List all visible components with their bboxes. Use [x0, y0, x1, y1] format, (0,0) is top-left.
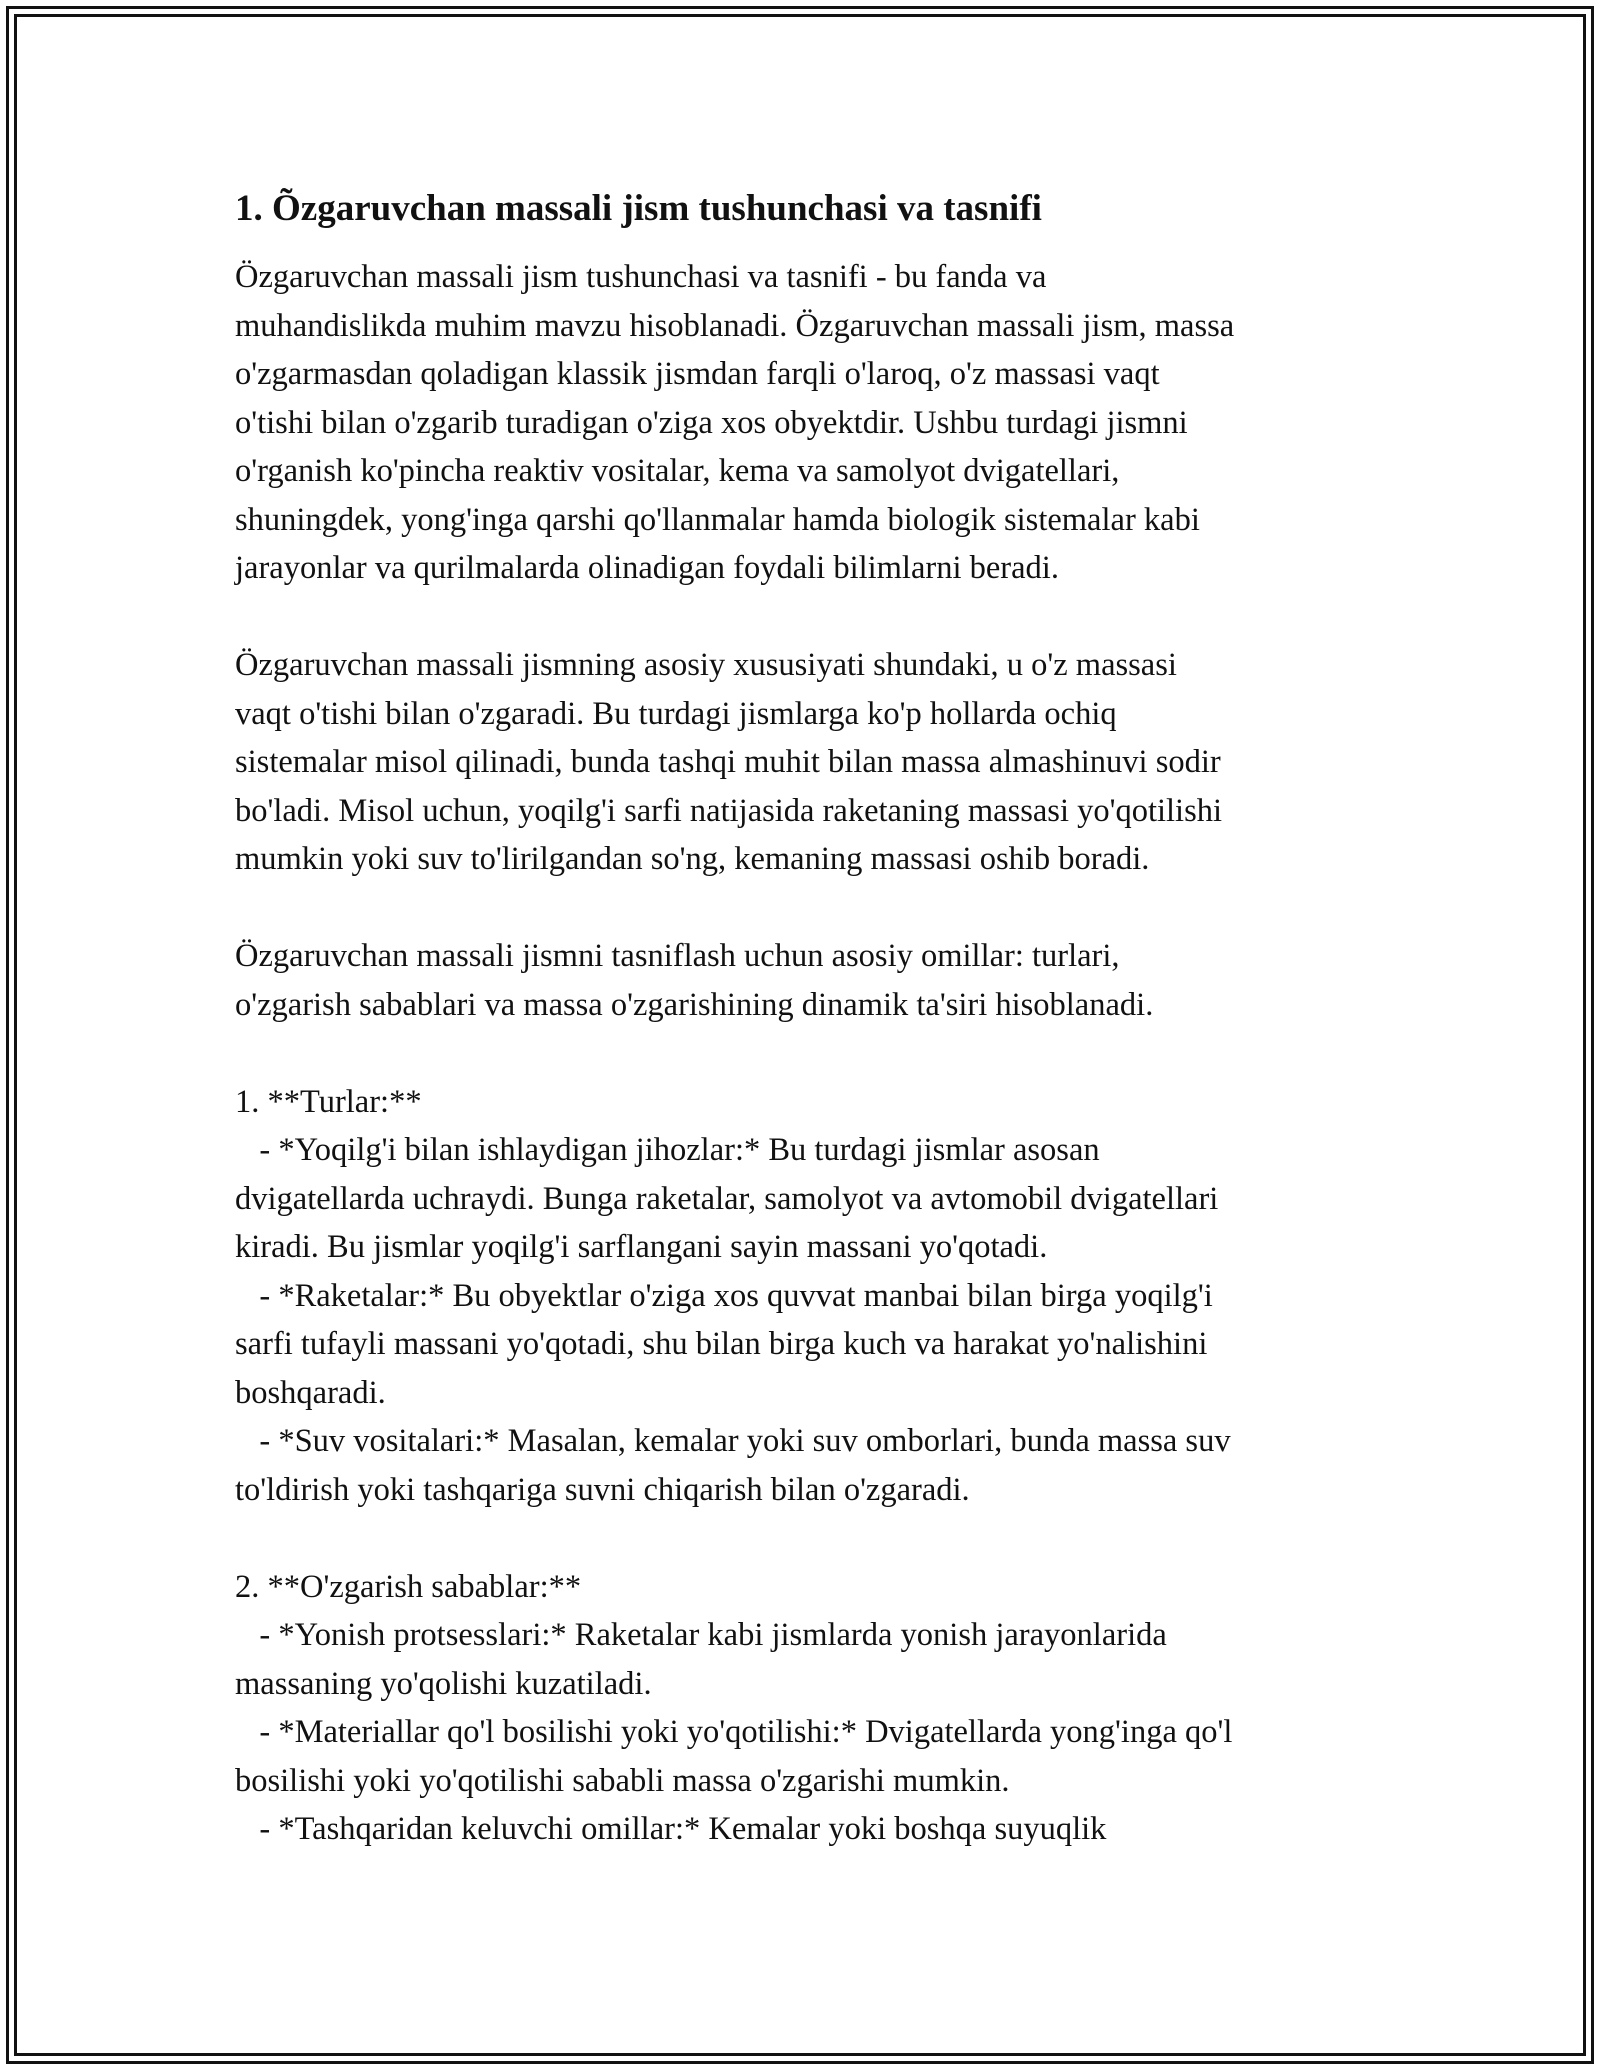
document-content [235, 185, 1365, 1854]
document-title: 1. Õzgaruvchan massali jism tushunchasi va tasnifi [235, 188, 1042, 229]
document-body: Özgaruvchan massali jism tushunchasi va tasnifi - bu fanda va muhandislikda muhim mavzu hisoblanadi. Özgaruvchan massali jism, massa o'zgarmasdan qoladigan klassik jismdan farqli o'laroq, o'z massasi vaqt o'tishi bilan o'zgarib turadigan o'ziga xos obyektdir. Ushbu turdagi jismni o'rganish ko'pincha reaktiv vositalar, kema va samolyot dvigatellari, shuningdek, yong'inga qarshi qo'llanmalar hamda biologik sistemalar kabi jarayonlar va qurilmalarda olinadigan foydali bilimlarni beradi. Özgaruvchan massali jismning asosiy xususiyati shundaki, u o'z massasi vaqt o'tishi bilan o'zgaradi. Bu turdagi jismlarga ko'p hollarda ochiq sistemalar misol qilinadi, bunda tashqi muhit bilan massa almashinuvi sodir bo'ladi. Misol uchun, yoqilg'i sarfi natijasida raketaning massasi yo'qotilishi mumkin yoki suv to'lirilgandan so'ng, kemaning massasi oshib boradi. Özgaruvchan massali jismni tasniflash uchun asosiy omillar: turlari, o'zgarish sabablari va massa o'zgarishining dinamik ta'siri hisoblanadi. 1. **Turlar:** - *Yoqilg'i bilan ishlaydigan jihozlar:* Bu turdagi jismlar asosan dvigatellarda uchraydi. Bunga raketalar, samolyot va avtomobil dvigatellari kiradi. Bu jismlar yoqilg'i sarflangani sayin massani yo'qotadi. - *Raketalar:* Bu obyektlar o'ziga xos quvvat manbai bilan birga yoqilg'i sarfi tufayli massani yo'qotadi, shu bilan birga kuch va harakat yo'nalishini boshqaradi. - *Suv vositalari:* Masalan, kemalar yoki suv omborlari, bunda massa suv to'ldirish yoki tashqariga suvni chiqarish bilan o'zgaradi. 2. **O'zgarish sabablar:** - *Yonish protsesslari:* Raketalar kabi jismlarda yonish jarayonlarida massaning yo'qolishi kuzatiladi. - *Materiallar qo'l bosilishi yoki yo'qotilishi:* Dvigatellarda yong'inga qo'l bosilishi yoki yo'qotilishi sababli massa o'zgarishi mumkin. - *Tashqaridan keluvchi omillar:* Kemalar yoki boshqa suyuqlik [235, 259, 1235, 1847]
